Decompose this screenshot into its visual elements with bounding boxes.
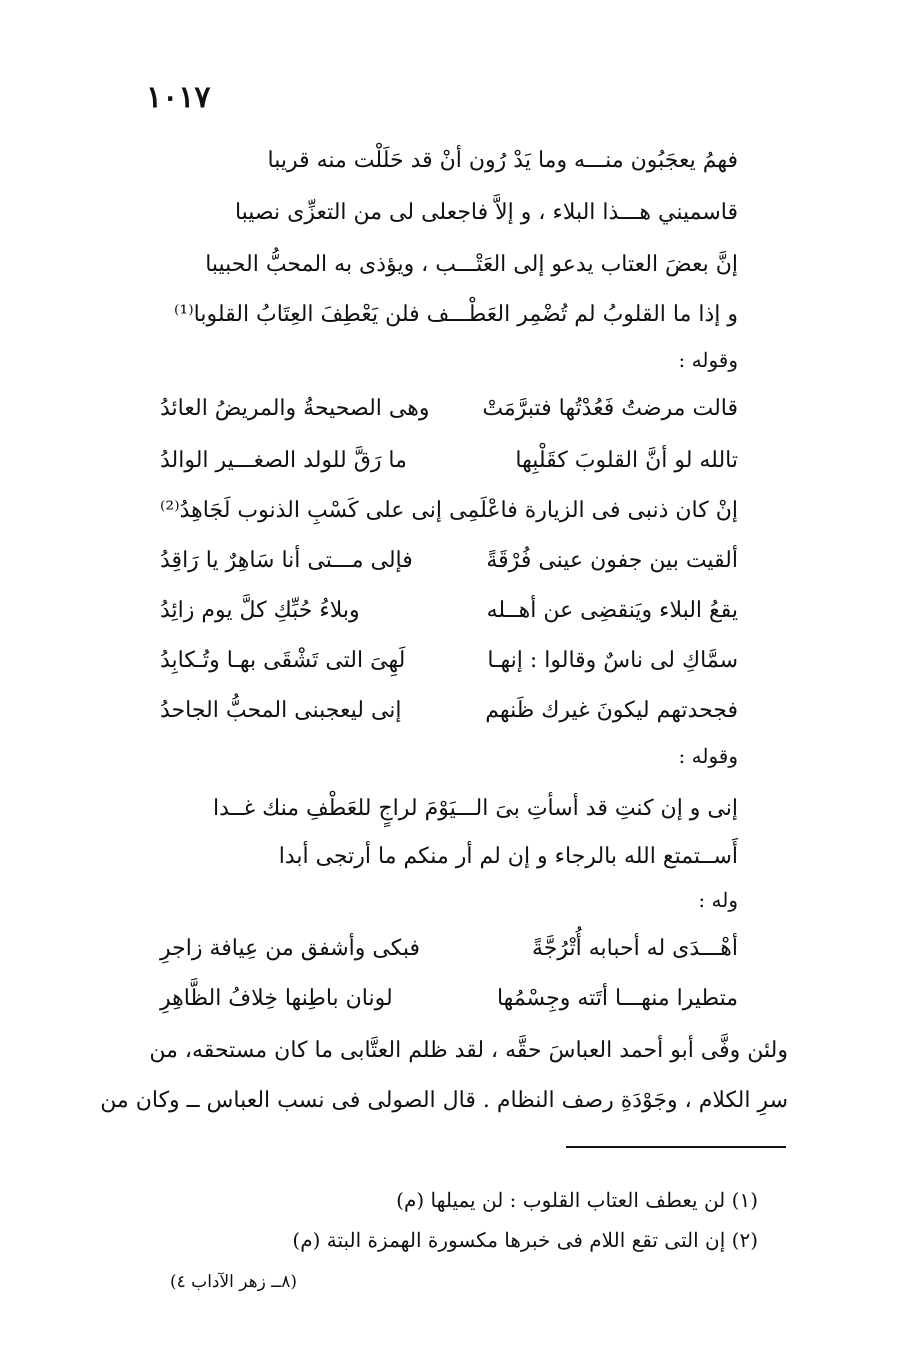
section-label: وله : xyxy=(698,888,738,912)
signature-mark: (٨ــ زهر الآداب ٤) xyxy=(170,1272,298,1292)
prose-line: ولئن وفَّى أبو أحمد العباسَ حقَّه ، لقد ظلم العتَّابى ما كان مستحقه، من xyxy=(149,1038,788,1063)
verse-line: و إذا ما القلوبُ لم تُضْمِر العَطْـــف فلن يَعْطِفَ العِتَابُ القلوبا⁽¹⁾ xyxy=(174,302,738,327)
verse-first-hemistich: أهْـــدَى له أحبابه أُتْرُجَّةً xyxy=(531,936,738,961)
verse-first-hemistich: إنْ كان ذنبى فى الزيارة فاعْلَمِى xyxy=(449,498,738,523)
verse-first-hemistich: تالله لو أنَّ القلوبَ كقَلْبِها xyxy=(515,448,738,473)
verse-second-hemistich: وبلاءُ حُبِّكِ كلَّ يوم زائِدُ xyxy=(160,598,360,623)
page-number: ١٠١٧ xyxy=(146,80,211,115)
footnote: (٢) إن التى تقع اللام فى خبرها مكسورة الهمزة البتة (م) xyxy=(292,1228,758,1252)
verse-first-hemistich: سمَّاكِ لى ناسٌ وقالوا : إنهـا xyxy=(487,648,738,673)
verse-first-hemistich: ألقيت بين جفون عينى فُرْقَةً xyxy=(486,548,738,573)
verse-second-hemistich: فإلى مـــتى أنا سَاهِرٌ يا رَاقِدُ xyxy=(160,548,413,573)
verse-second-hemistich: وهى الصحيحةُ والمريضُ العائدُ xyxy=(160,396,430,421)
verse-line: أَســتمتع الله بالرجاء و إن لم أر منكم ما أرتجى أبدا xyxy=(278,844,738,869)
verse-line: إنَّ بعضَ العتاب يدعو إلى العَتْـــب ، ويؤذى به المحبُّ الحبيبا xyxy=(205,252,738,277)
verse-first-hemistich: يقعُ البلاء ويَنقضِى عن أهــله xyxy=(486,598,738,623)
verse-line: إنى و إن كنتِ قد أسأتِ بىَ الـــيَوْمَ لراجٍ للعَطْفِ منك غــدا xyxy=(213,796,738,821)
verse-second-hemistich: إنى على كَسْبِ الذنوب لَجَاهِدُ⁽²⁾ xyxy=(160,498,442,523)
verse-line: فهمُ يعجَبُون منـــه وما يَدْ رُون أنْ قد حَلَلْت منه قريبا xyxy=(267,148,738,173)
verse-second-hemistich: إنى ليعجبنى المحبُّ الجاحدُ xyxy=(160,698,402,723)
prose-line: سرِ الكلام ، وجَوْدَةِ رصف النظام . قال الصولى فى نسب العباس ــ وكان من xyxy=(100,1088,788,1113)
verse-second-hemistich: لَهِىَ التى تَشْقَى بهـا وتُـكابِدُ xyxy=(160,648,406,673)
verse-second-hemistich: ما رَقَّ للولد الصغـــير الوالدُ xyxy=(160,448,407,473)
verse-second-hemistich: لونان باطِنها خِلافُ الظَّاهِرِ xyxy=(160,986,393,1011)
verse-first-hemistich: فجحدتهم ليكونَ غيرك ظَنهم xyxy=(485,698,738,723)
verse-line: قاسميني هـــذا البلاء ، و إلاَّ فاجعلى لى من التعزِّى نصيبا xyxy=(234,200,738,225)
verse-first-hemistich: قالت مرضتُ فَعُدْتُها فتبرَّمَتْ xyxy=(482,396,738,421)
section-label: وقوله : xyxy=(678,744,738,768)
verse-first-hemistich: متطيرا منهـــا أتَته وجِسْمُها xyxy=(496,986,738,1011)
footnote-divider xyxy=(566,1146,786,1148)
footnote: (١) لن يعطف العتاب القلوب : لن يميلها (م) xyxy=(396,1188,758,1212)
section-label: وقوله : xyxy=(678,348,738,372)
verse-second-hemistich: فبكى وأشفق من عِيافة زاجرِ xyxy=(160,936,421,961)
